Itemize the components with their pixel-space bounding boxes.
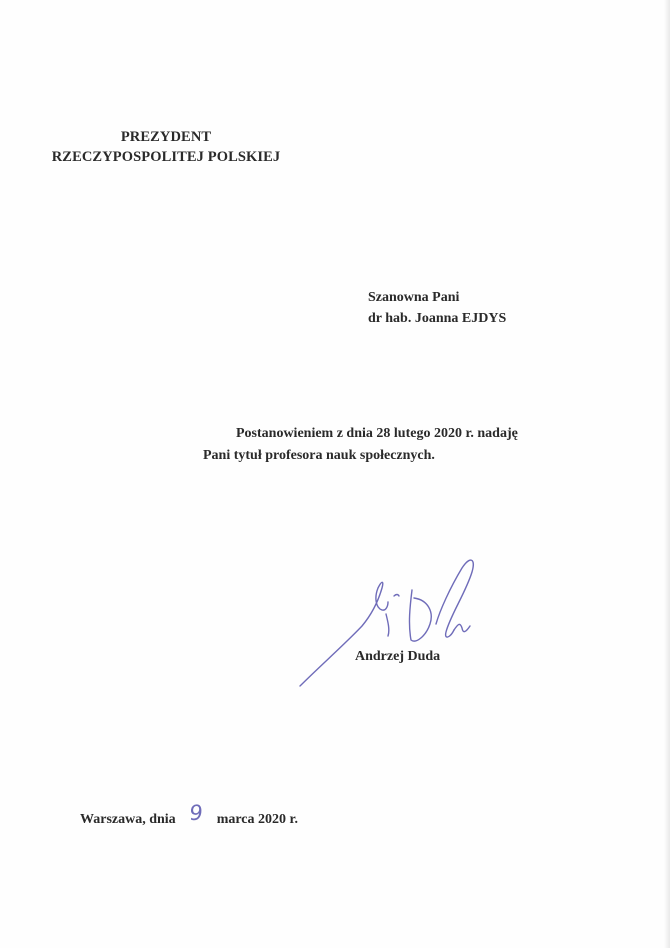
page-edge-shadow (664, 0, 670, 948)
letterhead-subtitle: RZECZYPOSPOLITEJ POLSKIEJ (51, 149, 281, 165)
date-prefix: Warszawa, dnia (80, 812, 176, 827)
handwritten-day: 9 (188, 801, 205, 825)
handwritten-signature (290, 548, 490, 690)
letterhead (28, 127, 304, 167)
date-suffix: marca 2020 r. (216, 812, 298, 827)
body-line-2: Pani tytuł profesora nauk społecznych. (203, 448, 435, 463)
letterhead-title: PREZYDENT (120, 129, 212, 145)
addressee-block (368, 287, 506, 329)
body-line-1: Postanowieniem z dnia 28 lutego 2020 r. nadaję (236, 426, 518, 441)
signer-name: Andrzej Duda (355, 649, 441, 664)
addressee-name: dr hab. Joanna EJDYS (368, 311, 507, 326)
salutation: Szanowna Pani (368, 290, 460, 305)
place-and-date (80, 801, 298, 830)
